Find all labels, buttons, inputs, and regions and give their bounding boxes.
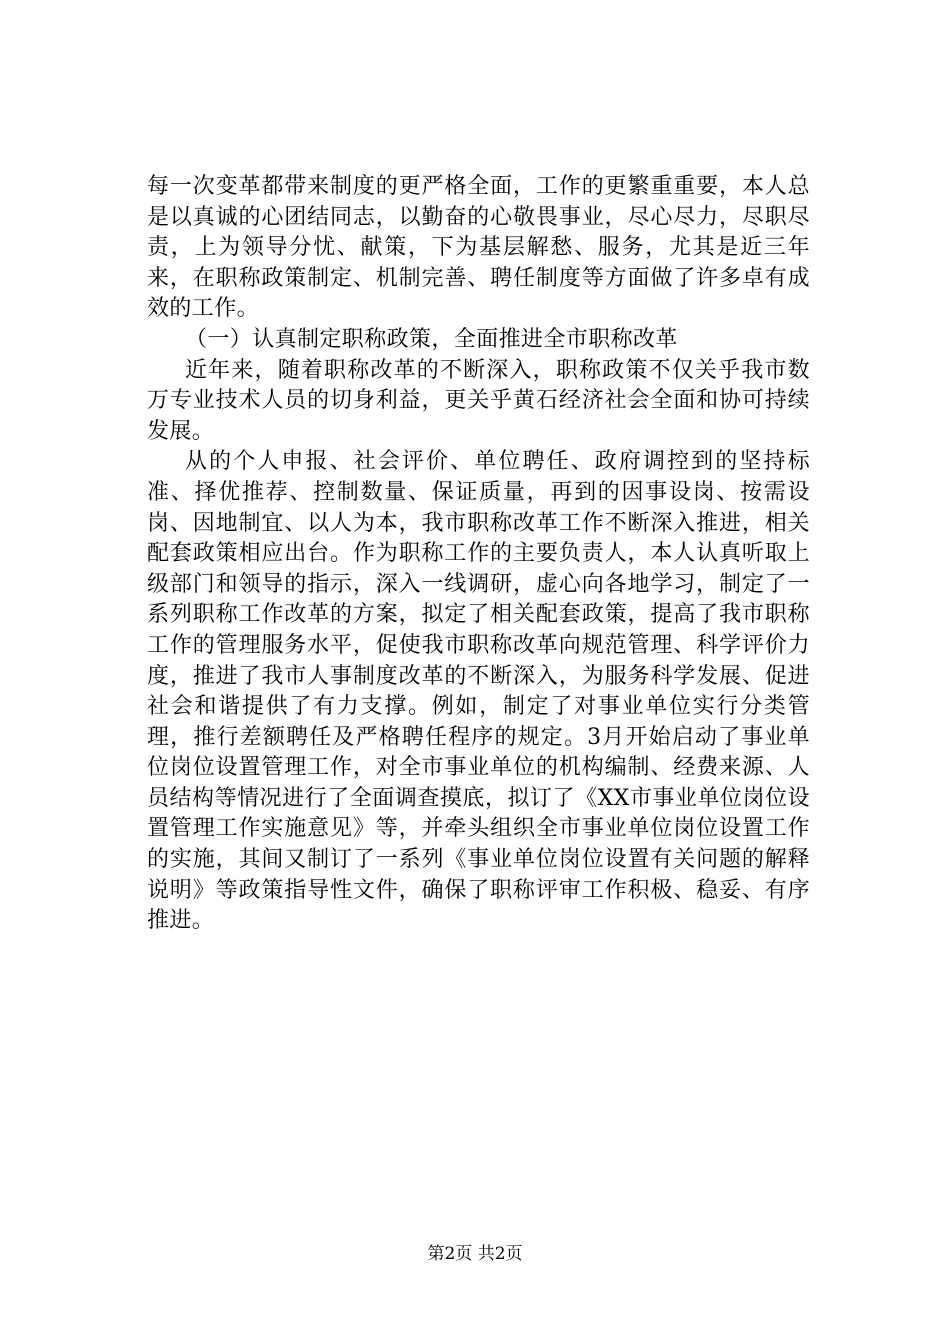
paragraph: 从的个人申报、社会评价、单位聘任、政府调控到的坚持标准、择优推荐、控制数量、保证质量，再到的因事设岗、按需设岗、因地制宜、以人为本，我市职称改革工作不断深入推进，相关配套政策相应出台。作为职称工作的主要负责人，本人认真听取上级部门和领导的指示，深入一线调研，虚心向各地学习，制定了一系列职称工作改革的方案，拟定了相关配套政策，提高了我市职称工作的管理服务水平，促使我市职称改革向规范管理、科学评价力度，推进了我市人事制度改革的不断深入，为服务科学发展、促进社会和谐提供了有力支撑。例如，制定了对事业单位实行分类管理，推行差额聘任及严格聘任程序的规定。3月开始启动了事业单位岗位设置管理工作，对全市事业单位的机构编制、经费来源、人员结构等情况进行了全面调查摸底，拟订了《XX市事业单位岗位设置管理工作实施意见》等，并牵头组织全市事业单位岗位设置工作的实施，其间又制订了一系列《事业单位岗位设置有关问题的解释说明》等政策指导性文件，确保了职称评审工作积极、稳妥、有序推进。 (147, 449, 810, 934)
paragraph-continuation: 每一次变革都带来制度的更严格全面，工作的更繁重重要，本人总是以真诚的心团结同志，以勤奋的心敬畏事业，尽心尽力，尽职尽责，上为领导分忧、献策，下为基层解愁、服务，尤其是近三年来，在职称政策制定、机制完善、聘任制度等方面做了许多卓有成效的工作。 (147, 174, 810, 322)
page-footer: 第2页 共2页 (427, 1244, 523, 1264)
section-heading: （一）认真制定职称政策，全面推进全市职称改革 (185, 326, 678, 352)
paragraph: 近年来，随着职称改革的不断深入，职称政策不仅关乎我市数万专业技术人员的切身利益，更关乎黄石经济社会全面和协可持续发展。 (147, 357, 810, 444)
document-body (147, 172, 810, 937)
